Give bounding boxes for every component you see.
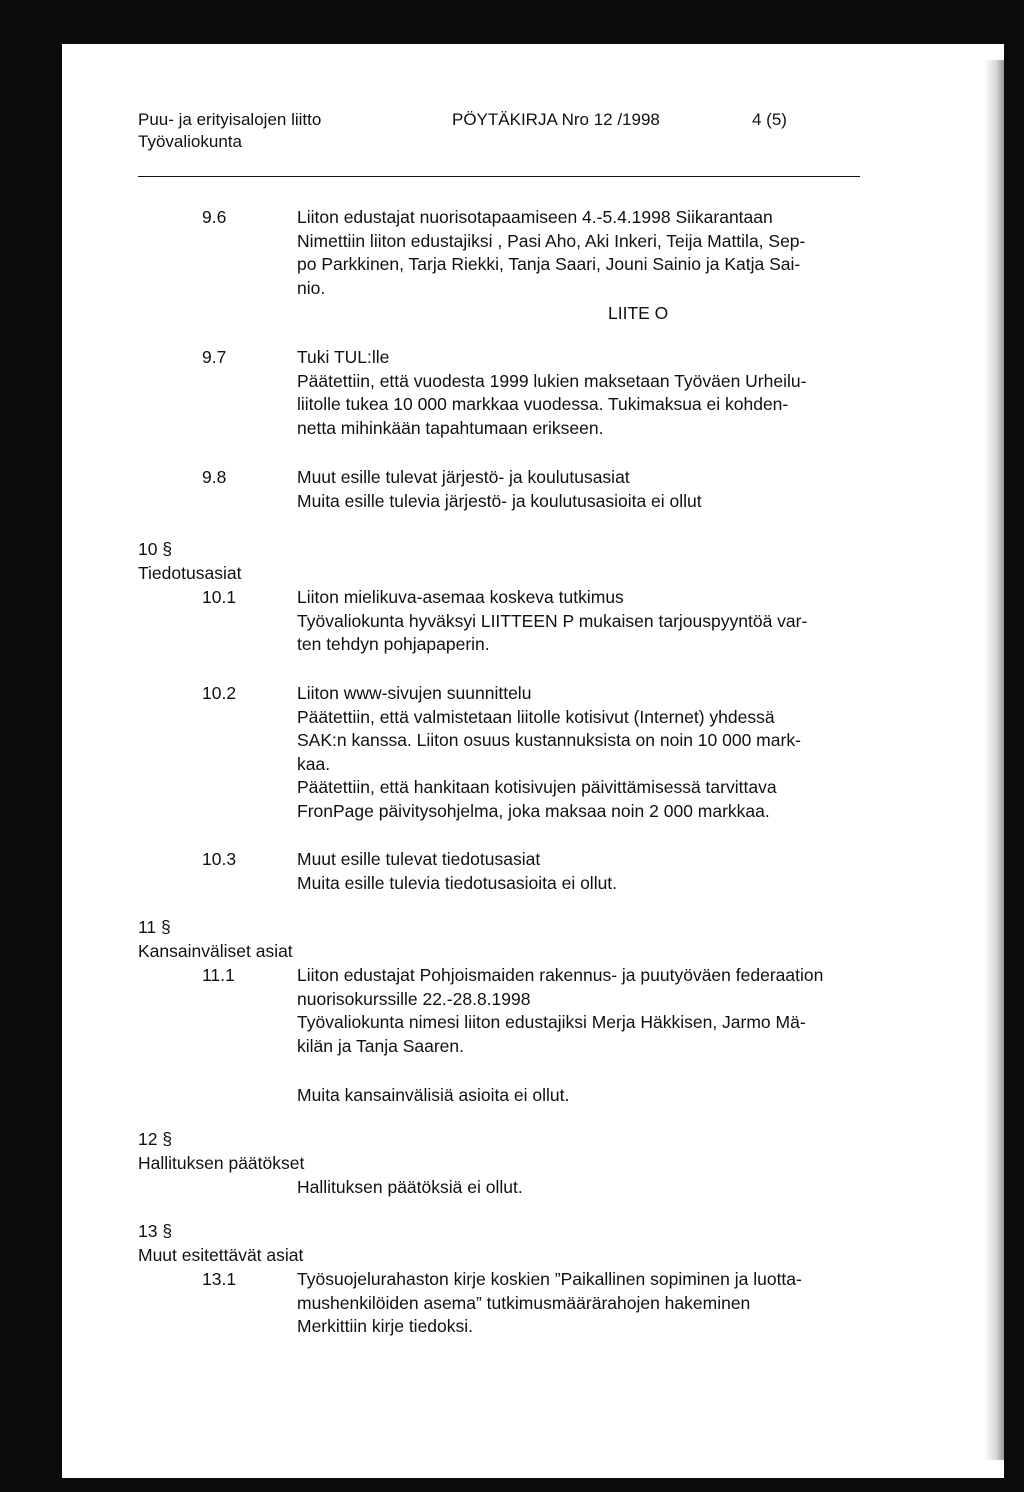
item-line: FronPage päivitysohjelma, joka maksaa noin 2 000 markkaa. bbox=[297, 800, 770, 821]
item-line: ten tehdyn pohjapaperin. bbox=[297, 634, 490, 654]
item-body bbox=[297, 466, 857, 513]
item-number: 13.1 bbox=[202, 1269, 237, 1289]
item-body bbox=[297, 586, 857, 657]
header-committee: Työvaliokunta bbox=[138, 132, 242, 151]
section-number: 10 § bbox=[138, 539, 173, 559]
item-line: nuorisokurssille 22.-28.8.1998 bbox=[297, 988, 531, 1009]
item-line: Työvaliokunta nimesi liiton edustajiksi Merja Häkkisen, Jarmo Mä- bbox=[297, 1012, 806, 1032]
item-title: Työsuojelurahaston kirje koskien ”Paikallinen sopiminen ja luotta- bbox=[297, 1269, 802, 1289]
section-title: Kansainväliset asiat bbox=[138, 941, 293, 961]
scan-border-right bbox=[1004, 0, 1024, 1492]
item-line: Päätettiin, että valmistetaan liitolle kotisivut (Internet) yhdessä bbox=[297, 706, 775, 727]
section-number: 12 § bbox=[138, 1129, 173, 1149]
item-line: po Parkkinen, Tarja Riekki, Tanja Saari, Jouni Sainio ja Katja Sai- bbox=[297, 254, 801, 274]
item-line: Nimettiin liiton edustajiksi , Pasi Aho, Aki Inkeri, Teija Mattila, Sep- bbox=[297, 230, 806, 251]
item-line: Työvaliokunta hyväksyi LIITTEEN P mukaisen tarjouspyyntöä var- bbox=[297, 610, 808, 631]
scan-border-left bbox=[0, 0, 62, 1492]
item-number: 9.6 bbox=[202, 207, 227, 227]
item-number: 9.7 bbox=[202, 347, 227, 367]
item-number: 11.1 bbox=[202, 965, 235, 985]
item-line: SAK:n kanssa. Liiton osuus kustannuksista on noin 10 000 mark- bbox=[297, 730, 801, 750]
item-note: Muita kansainvälisiä asioita ei ollut. bbox=[297, 1085, 570, 1105]
header-document-number: PÖYTÄKIRJA Nro 12 /1998 bbox=[452, 110, 660, 129]
section-text: Hallituksen päätöksiä ei ollut. bbox=[297, 1177, 523, 1197]
item-number: 9.8 bbox=[202, 467, 227, 487]
scan-border-top bbox=[0, 0, 1024, 44]
item-body bbox=[297, 682, 857, 823]
item-number: 10.1 bbox=[202, 587, 237, 607]
item-line: kilän ja Tanja Saaren. bbox=[297, 1035, 465, 1056]
item-body bbox=[297, 964, 857, 1058]
item-body bbox=[297, 1268, 857, 1339]
section-number: 13 § bbox=[138, 1221, 173, 1241]
item-line: Muita esille tulevia tiedotusasioita ei ollut. bbox=[297, 872, 618, 893]
header-rule bbox=[138, 176, 860, 177]
item-line: nio. bbox=[297, 277, 326, 298]
item-title: Liiton edustajat Pohjoismaiden rakennus- ja puutyöväen federaation bbox=[297, 965, 824, 985]
item-line: Päätettiin, että hankitaan kotisivujen päivittämisessä tarvittava bbox=[297, 777, 777, 797]
item-title: Muut esille tulevat tiedotusasiat bbox=[297, 849, 541, 869]
item-body bbox=[297, 848, 857, 895]
header-org: Puu- ja erityisalojen liitto bbox=[138, 110, 322, 129]
item-title: Liiton mielikuva-asemaa koskeva tutkimus bbox=[297, 587, 624, 607]
section-title: Tiedotusasiat bbox=[138, 563, 242, 583]
section-number: 11 § bbox=[138, 917, 171, 937]
attachment-label: LIITE O bbox=[608, 303, 669, 323]
item-body bbox=[297, 346, 857, 440]
item-line: Päätettiin, että vuodesta 1999 lukien maksetaan Työväen Urheilu- bbox=[297, 370, 807, 391]
item-line: Muita esille tulevia järjestö- ja koulutusasioita ei ollut bbox=[297, 490, 702, 511]
item-line: netta mihinkään tapahtumaan erikseen. bbox=[297, 417, 604, 438]
item-line: Merkittiin kirje tiedoksi. bbox=[297, 1316, 474, 1336]
item-line: liitolle tukea 10 000 markkaa vuodessa. Tukimaksua ei kohden- bbox=[297, 394, 789, 414]
page-edge-shadow bbox=[984, 60, 1004, 1460]
section-title: Hallituksen päätökset bbox=[138, 1153, 305, 1173]
scan-border-bottom bbox=[0, 1478, 1024, 1492]
item-title: Liiton edustajat nuorisotapaamiseen 4.-5.4.1998 Siikarantaan bbox=[297, 207, 773, 227]
item-number: 10.2 bbox=[202, 683, 237, 703]
item-line: mushenkilöiden asema” tutkimusmäärärahojen hakeminen bbox=[297, 1292, 751, 1313]
header-page-number: 4 (5) bbox=[752, 110, 787, 129]
item-number: 10.3 bbox=[202, 849, 237, 869]
item-line: kaa. bbox=[297, 753, 331, 774]
item-title: Tuki TUL:lle bbox=[297, 347, 390, 367]
item-title: Muut esille tulevat järjestö- ja koulutusasiat bbox=[297, 467, 630, 487]
item-body bbox=[297, 206, 857, 300]
section-title: Muut esitettävät asiat bbox=[138, 1245, 304, 1265]
item-title: Liiton www-sivujen suunnittelu bbox=[297, 683, 532, 703]
